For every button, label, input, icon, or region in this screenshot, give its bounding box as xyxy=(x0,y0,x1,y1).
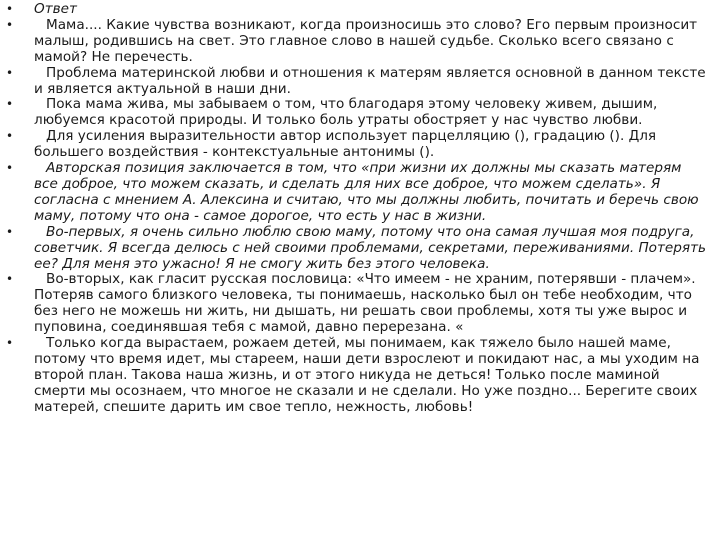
bullet-item-argument-2 xyxy=(4,272,708,336)
bullet-item-intro xyxy=(4,18,708,66)
bullet-icon: • xyxy=(6,2,14,16)
bullet-item-commentary xyxy=(4,97,708,129)
bullet-list xyxy=(4,2,708,416)
bullet-item-devices xyxy=(4,129,708,161)
paragraph-argument-1: Во-первых, я очень сильно люблю свою маму, потому что она самая лучшая моя подруга, советчик. Я всегда делюсь с ней своими проблемами, секретами, переживаниями. Потерять ее? Для меня это ужасно! Я не смогу жить без этого человека. xyxy=(34,223,707,272)
answer-heading: Ответ xyxy=(34,1,77,17)
paragraph-commentary: Пока мама жива, мы забываем о том, что благодаря этому человеку живем, дышим, любуемся красотой природы. И только боль утраты обостряет у нас чувство любви. xyxy=(34,96,658,129)
bullet-icon: • xyxy=(6,272,14,287)
bullet-icon: • xyxy=(6,17,14,32)
bullet-icon: • xyxy=(6,336,14,351)
bullet-item-argument-1 xyxy=(4,225,708,273)
bullet-icon: • xyxy=(6,224,14,239)
bullet-item-author-position xyxy=(4,161,708,225)
bullet-icon: • xyxy=(6,161,14,176)
paragraph-devices: Для усиления выразительности автор использует парцелляцию (), градацию (). Для большего воздействия - контекстуальные антонимы (). xyxy=(34,128,657,161)
paragraph-intro: Мама.... Какие чувства возникают, когда произносишь это слово? Его первым произносит малыш, родившись на свет. Это главное слово в нашей судьбе. Сколько всего связано с мамой? Не перечесть. xyxy=(34,16,698,65)
paragraph-conclusion: Только когда вырастаем, рожаем детей, мы понимаем, как тяжело было нашей маме, потому что время идет, мы стареем, наши дети взрослеют и покидают нас, а мы уходим на второй план. Такова наша жизнь, и от этого никуда не деться! Только после маминой смерти мы осознаем, что многое не сказали и не сделали. Но уже поздно... Берегите своих матерей, спешите дарить им свое тепло, нежность, любовь! xyxy=(34,335,700,415)
bullet-icon: • xyxy=(6,97,14,112)
paragraph-argument-2: Во-вторых, как гласит русская пословица: «Что имеем - не храним, потерявши - плачем». Потеряв самого близкого человека, ты понимаешь, насколько был он тебе необходим, что без него не можешь ни жить, ни дышать, ни решать свои проблемы, хотя ты уже вырос и пуповина, соединявшая тебя с мамой, давно перерезана. « xyxy=(34,271,696,336)
paragraph-author-position: Авторская позиция заключается в том, что «при жизни их должны мы сказать матерям все доброе, что можем сказать, и сделать для них все доброе, что можем сделать». Я согласна с мнением А. Алексина и считаю, что мы должны любить, почитать и беречь свою маму, потому что она - самое дорогое, что есть у нас в жизни. xyxy=(34,160,699,224)
bullet-item-problem xyxy=(4,66,708,98)
bullet-icon: • xyxy=(6,65,14,80)
bullet-icon: • xyxy=(6,129,14,144)
bullet-item-answer-heading xyxy=(4,2,708,18)
bullet-item-conclusion xyxy=(4,336,708,416)
paragraph-problem: Проблема материнской любви и отношения к матерям является основной в данном тексте и является актуальной в наши дни. xyxy=(34,64,706,97)
